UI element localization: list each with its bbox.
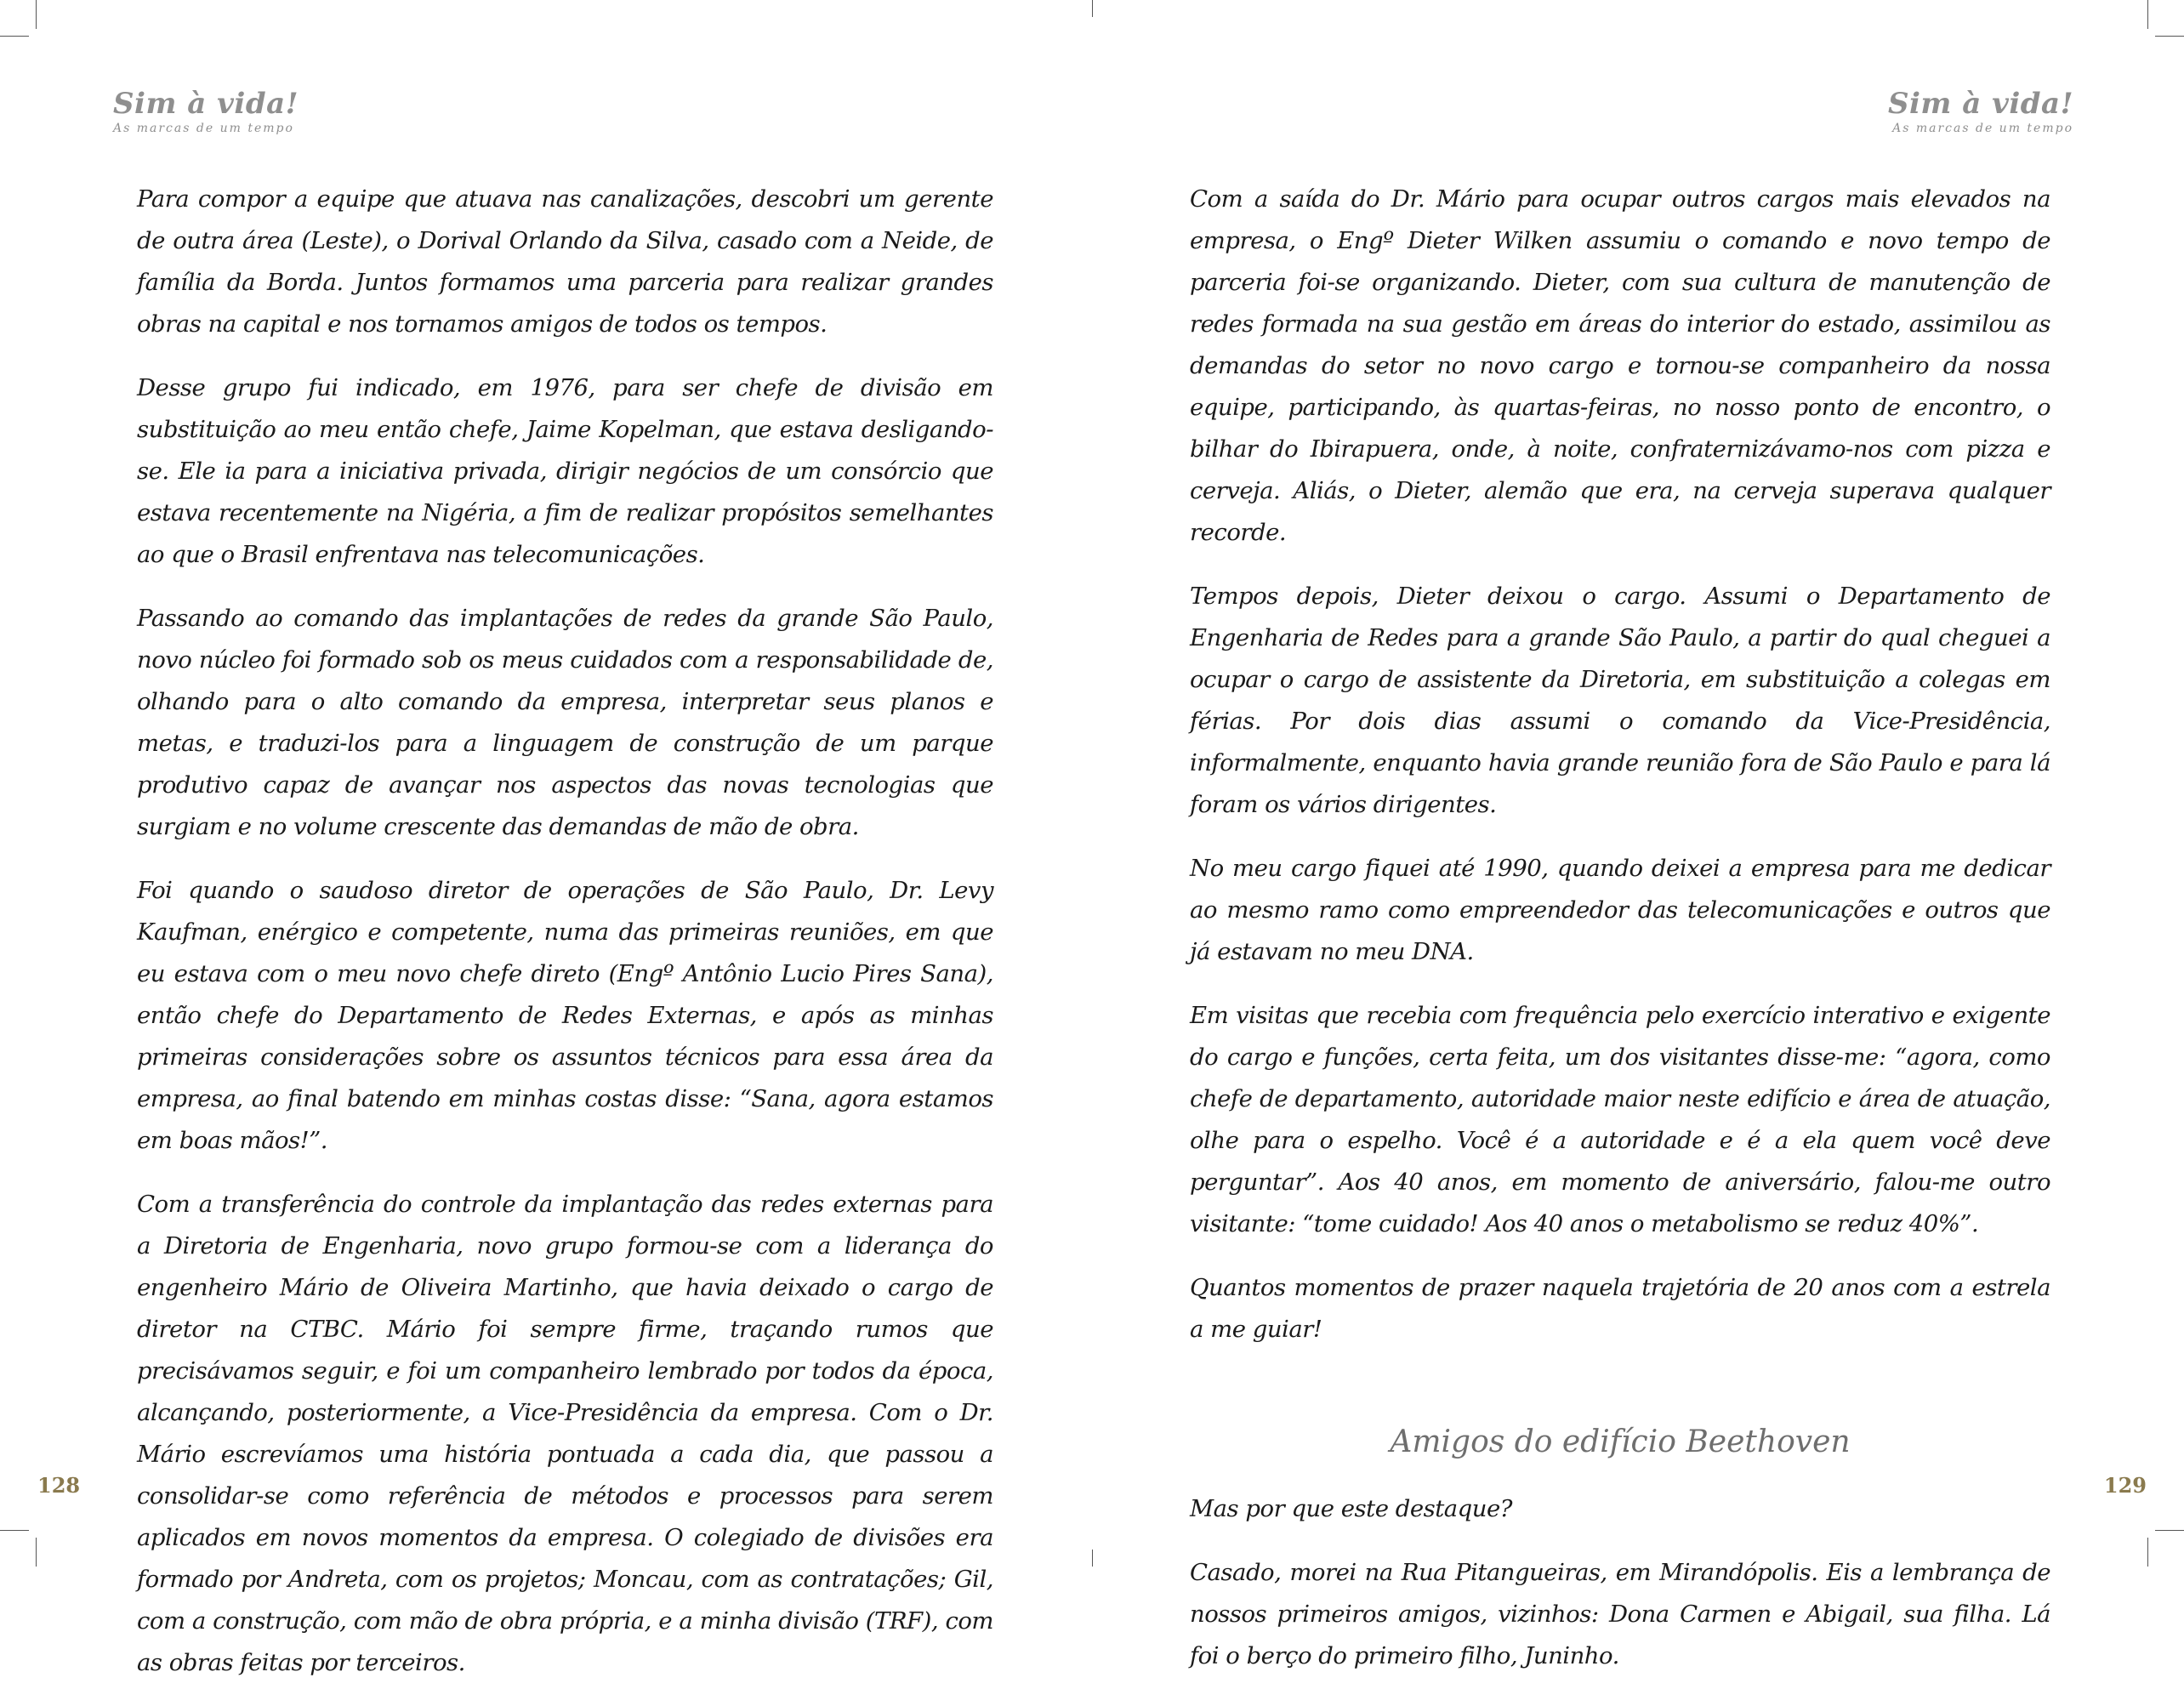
running-header bbox=[1888, 88, 2073, 135]
page-body bbox=[1190, 179, 2050, 1699]
section-heading: Amigos do edifício Beethoven bbox=[1390, 1425, 1851, 1459]
paragraph: Em visitas que recebia com frequência pelo exercício interativo e exigente do cargo e funções, certa feita, um dos visitantes disse-me: “agora, como chefe de departamento, autoridade maior neste edifício e área de atuação, olhe para o espelho. Você é a autoridade e é a ela quem você deve perguntar”. Aos 40 anos, em momento de aniversário, falou-me outro visitante: “tome cuidado! Aos 40 anos o metabolismo se reduz 40%”. bbox=[1190, 1002, 2050, 1237]
book-title: Sim à vida! bbox=[1887, 87, 2073, 121]
page-body bbox=[137, 179, 993, 1706]
paragraph: Com a saída do Dr. Mário para ocupar outros cargos mais elevados na empresa, o Engº Dieter Wilken assumiu o comando e novo tempo de parceria foi-se organizando. Dieter, com sua cultura de manutenção de redes formada na sua gestão em áreas do interior do estado, assimilou as demandas do setor no novo cargo e tornou-se companheiro da nossa equipe, participando, às quartas-feiras, no nosso ponto de encontro, o bilhar do Ibirapuera, onde, à noite, confraternizávamo-nos com pizza e cerveja. Aliás, o Dieter, alemão que era, na cerveja superava qualquer recorde. bbox=[1190, 185, 2050, 546]
page-number: 128 bbox=[37, 1473, 81, 1498]
paragraph: Com a transferência do controle da implantação das redes externas para a Diretoria de Engenharia, novo grupo formou-se com a liderança do engenheiro Mário de Oliveira Martinho, que havia deixado o cargo de diretor na CTBC. Mário foi sempre firme, traçando rumos que precisávamos seguir, e foi um companheiro lembrado por todos da época, alcançando, posteriormente, a Vice-Presidência da empresa. Com o Dr. Mário escrevíamos uma história pontuada a cada dia, que passou a consolidar-se como referência de métodos e processos para serem aplicados em novos momentos da empresa. O colegiado de divisões era formado por Andreta, com os projetos; Moncau, com as contratações; Gil, com a construção, com mão de obra própria, e a minha divisão (TRF), com as obras feitas por terceiros. bbox=[137, 1191, 993, 1676]
right-page bbox=[1092, 0, 2184, 1669]
page-number: 129 bbox=[2103, 1473, 2147, 1498]
paragraph: Tempos depois, Dieter deixou o cargo. Assumi o Departamento de Engenharia de Redes para a grande São Paulo, a partir do qual cheguei a ocupar o cargo de assistente da Diretoria, em substituição a colegas em férias. Por dois dias assumi o comando da Vice-Presidência, informalmente, enquanto havia grande reunião fora de São Paulo e para lá foram os vários dirigentes. bbox=[1190, 583, 2050, 818]
book-title: Sim à vida! bbox=[113, 87, 299, 121]
left-page bbox=[0, 0, 1092, 1676]
paragraph: Para compor a equipe que atuava nas canalizações, descobri um gerente de outra área (Leste), o Dorival Orlando da Silva, casado com a Neide, de família da Borda. Juntos formamos uma parceria para realizar grandes obras na capital e nos tornamos amigos de todos os tempos. bbox=[137, 185, 993, 338]
paragraph: Foi quando o saudoso diretor de operações de São Paulo, Dr. Levy Kaufman, enérgico e competente, numa das primeiras reuniões, em que eu estava com o meu novo chefe direto (Engº Antônio Lucio Pires Sana), então chefe do Departamento de Redes Externas, e após as minhas primeiras considerações sobre os assuntos técnicos para essa área da empresa, ao final batendo em minhas costas disse: “Sana, agora estamos em boas mãos!”. bbox=[137, 877, 993, 1154]
paragraph: Desse grupo fui indicado, em 1976, para ser chefe de divisão em substituição ao meu então chefe, Jaime Kopelman, que estava desligando-se. Ele ia para a iniciativa privada, dirigir negócios de um consórcio que estava recentemente na Nigéria, a fim de realizar propósitos semelhantes ao que o Brasil enfrentava nas telecomunicações. bbox=[137, 374, 993, 568]
running-header bbox=[113, 88, 299, 135]
paragraph: Quantos momentos de prazer naquela trajetória de 20 anos com a estrela a me guiar! bbox=[1190, 1274, 2050, 1343]
paragraph: Casado, morei na Rua Pitangueiras, em Mirandópolis. Eis a lembrança de nossos primeiros amigos, vizinhos: Dona Carmen e Abigail, sua filha. Lá foi o berço do primeiro filho, Juninho. bbox=[1190, 1559, 2050, 1669]
book-subtitle: As marcas de um tempo bbox=[1892, 122, 2073, 136]
book-subtitle: As marcas de um tempo bbox=[113, 122, 294, 136]
paragraph: Mas por que este destaque? bbox=[1190, 1495, 1513, 1522]
paragraph: Passando ao comando das implantações de redes da grande São Paulo, novo núcleo foi formado sob os meus cuidados com a responsabilidade de, olhando para o alto comando da empresa, interpretar seus planos e metas, e traduzi-los para a linguagem de construção de um parque produtivo capaz de avançar nos aspectos das novas tecnologias que surgiam e no volume crescente das demandas de mão de obra. bbox=[137, 605, 993, 840]
paragraph: No meu cargo fiquei até 1990, quando deixei a empresa para me dedicar ao mesmo ramo como empreendedor das telecomunicações e outros que já estavam no meu DNA. bbox=[1190, 855, 2050, 965]
